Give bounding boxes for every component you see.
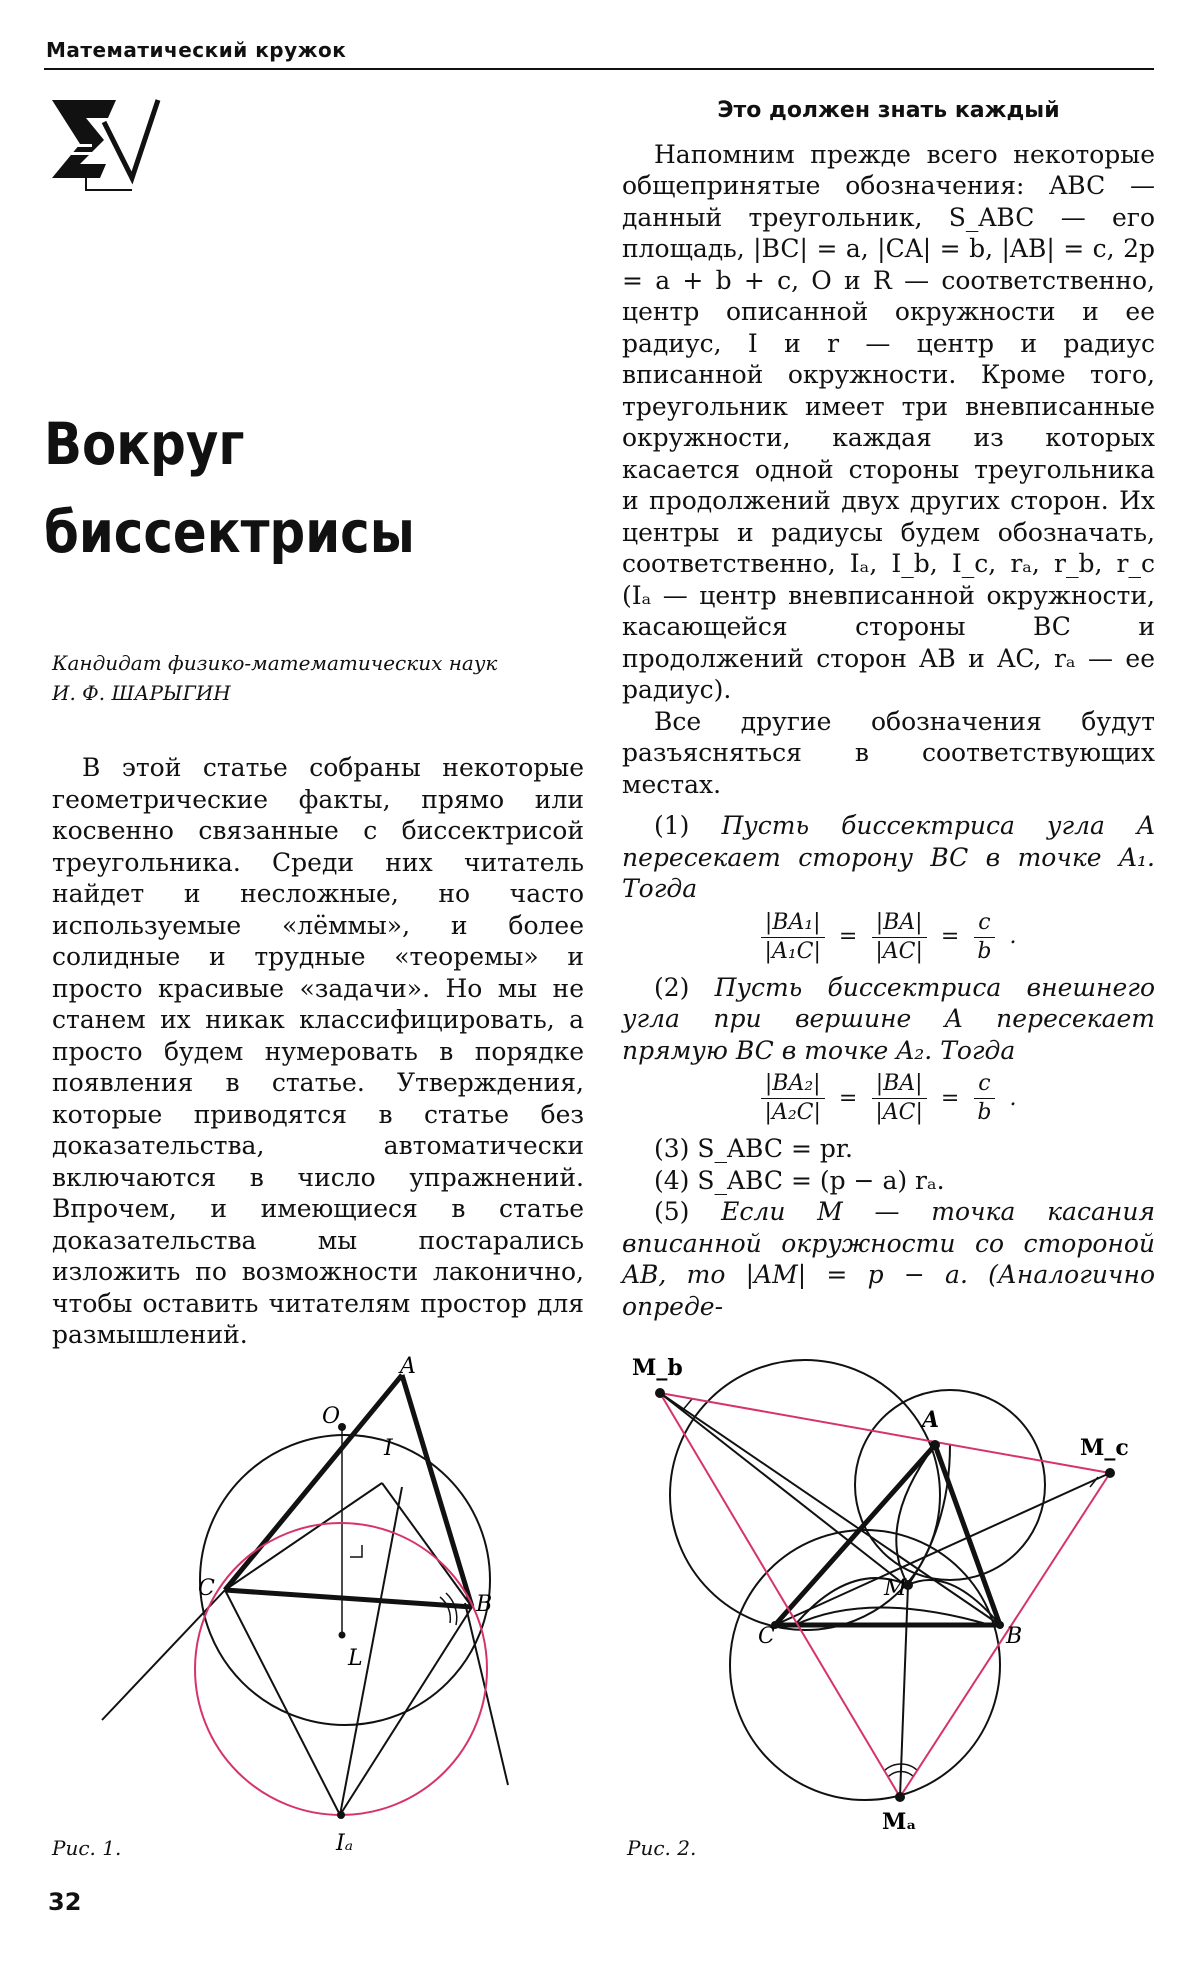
label-i: I: [384, 1436, 393, 1461]
statement-2-number: (2): [654, 972, 690, 1002]
statement-1-number: (1): [654, 811, 690, 840]
statement-5: [622, 1196, 1155, 1322]
fraction: $\frac{\text{|BA₂|}}{\text{|A₂C|}}$: [761, 1070, 825, 1127]
intro-column: [52, 752, 584, 1351]
statement-2: [622, 972, 1155, 1067]
statement-1: [622, 810, 1155, 905]
notation-paragraph: Напомним прежде всего некоторые общепринятые обозначения: ABC — данный треугольник, S_ABC — его площадь, |BC| = a, |CA| = b, |AB| = c, 2p = a + b + c, O и R — соответственно, центр описанной окружности и ее радиус, I и r — центр и радиус вписанной окружности. Кроме того, треугольник имеет три вневписанные окружности, каждая из которых касается одной стороны треугольника и продолжений двух других сторон. Их центры и радиусы будем обозначать, соответственно, Iₐ, I_b, I_c, rₐ, r_b, r_c (Iₐ — центр вневписанной окружности, касающейся стороны BC и продолжений сторон AB и AC, rₐ — ее радиус).: [622, 139, 1155, 704]
header-rule: [44, 68, 1154, 70]
label-b: B: [1006, 1624, 1023, 1649]
label-mb: M_b: [632, 1355, 683, 1381]
line-mb-m: [660, 1393, 905, 1585]
side-cb: [225, 1590, 472, 1607]
label-l: L: [348, 1646, 363, 1671]
arc: [795, 1608, 990, 1626]
side-ab: [402, 1375, 472, 1607]
statement-5-number: (5): [654, 1197, 690, 1226]
section-heading: Это должен знать каждый: [717, 98, 1060, 123]
statement-5-text: Если M — точка касания вписанной окружности со стороной AB, то |AM| = p − a. (Аналогично опреде-: [622, 1197, 1155, 1321]
intro-paragraph: В этой статье собраны некоторые геометрические факты, прямо или косвенно связанные с биссектрисой треугольника. Среди них читатель найдет и несложные, но часто используемые «лёммы», и более солидные и трудные «теоремы» и просто красивые «задачи». Но мы не станем их никак классифицировать, а просто будем нумеровать в порядке появления в статье. Утверждения, которые приводятся в статье без доказательства, автоматически включаются в число упражнений. Впрочем, и имеющиеся в статье доказательства мы постарались изложить по возможности лаконично, чтобы оставить читателям простор для размышлений.: [52, 753, 584, 1349]
tangent-line: [465, 1603, 508, 1785]
statement-2-text: Пусть биссектриса внешнего угла при вершине A пересекает прямую BC в точке A₂. Тогда: [622, 972, 1155, 1065]
fraction: $\frac{|BA|}{|AC|}$: [871, 1070, 927, 1127]
point-mb: [655, 1388, 665, 1398]
label-o: O: [322, 1404, 341, 1429]
figure-2: [620, 1345, 1129, 1845]
figure-1-caption: Рис. 1.: [52, 1836, 122, 1860]
statement-3: (3) S_ABC = pr.: [654, 1134, 853, 1163]
angle-mark: [440, 1597, 450, 1623]
equals-sign: =: [838, 924, 858, 950]
label-a: A: [400, 1354, 416, 1379]
point-mc: [1105, 1468, 1115, 1478]
fraction: $\frac{c}{b}$: [973, 1070, 995, 1127]
tangent-line: [102, 1590, 225, 1720]
equals-sign: =: [940, 924, 960, 950]
segment-c-ia: [225, 1590, 340, 1815]
author-name: И. Ф. ШАРЫГИН: [52, 681, 231, 705]
page-number: 32: [48, 1888, 82, 1916]
author-byline: [52, 648, 497, 708]
right-column: [622, 95, 1155, 1322]
journal-logo-icon: [46, 92, 166, 192]
equals-sign: =: [838, 1085, 858, 1111]
angle-mark: [446, 1593, 457, 1625]
section-header: Математический кружок: [46, 38, 347, 62]
label-c: C: [198, 1576, 215, 1601]
angle-mark: [682, 1399, 692, 1411]
label-a: A: [922, 1407, 940, 1433]
statement-1-text: Пусть биссектриса угла A пересекает сторону BC в точке A₁. Тогда: [622, 811, 1156, 903]
point-b: [996, 1621, 1004, 1629]
figure-2-caption: Рис. 2.: [627, 1836, 697, 1860]
side-ca: [225, 1375, 402, 1590]
circle-ma: [730, 1530, 1000, 1800]
point-ma: [895, 1792, 905, 1802]
label-ia: Iₐ: [336, 1831, 353, 1856]
other-notation-paragraph: Все другие обозначения будут разъясняться в соответствующих местах.: [622, 706, 1155, 799]
label-mc: M_c: [1080, 1435, 1129, 1461]
equals-sign: =: [940, 1085, 960, 1111]
side-ab: [935, 1445, 1000, 1625]
title-line-2: биссектрисы: [44, 498, 415, 566]
label-c: C: [758, 1624, 775, 1649]
segment-c-i: [225, 1483, 382, 1590]
label-b: B: [476, 1592, 493, 1617]
segment-b-i: [382, 1483, 472, 1607]
label-ma: Mₐ: [882, 1809, 917, 1835]
article-title: [44, 400, 415, 576]
point-a: [930, 1440, 940, 1450]
circumcircle: [200, 1435, 493, 1725]
right-angle-mark: [350, 1545, 362, 1557]
triangle-ma-mb: [660, 1393, 900, 1797]
formula-2: [622, 1070, 1155, 1127]
point-l: [339, 1632, 346, 1639]
period: .: [1009, 924, 1017, 950]
label-m: M: [884, 1576, 907, 1601]
fraction: $\frac{\text{|BA₁|}}{\text{|A₁C|}}$: [761, 909, 825, 966]
triangle-mb-mc: [660, 1393, 1110, 1473]
fraction: $\frac{c}{b}$: [973, 909, 995, 966]
author-title: Кандидат физико-математических наук: [52, 651, 498, 675]
line-mb-b: [660, 1393, 1000, 1625]
period: .: [1009, 1085, 1017, 1111]
statement-4: (4) S_ABC = (p − a) rₐ.: [654, 1165, 945, 1195]
formula-1: [622, 909, 1155, 966]
point-ia: [337, 1811, 345, 1819]
fraction: $\frac{|BA|}{|AC|}$: [871, 909, 927, 966]
title-line-1: Вокруг: [44, 410, 245, 478]
figure-1: [100, 1354, 560, 1856]
